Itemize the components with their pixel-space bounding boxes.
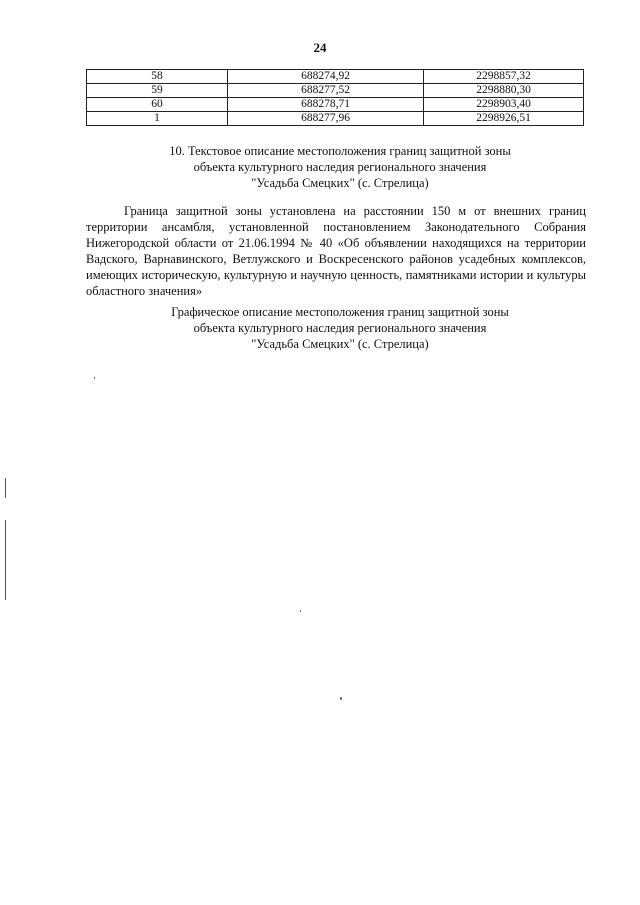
boundary-description-paragraph: Граница защитной зоны установлена на расстоянии 150 м от внешних границ территории ансамбля, установленной постановлением Законодательного Собрания Нижегородской области от 21.06.1994 № 40 «Об объявлении находящихся на территории Вадского, Варнавинского, Ветлужского и Воскресенского районов усадебных комплексов, имеющих историческую, культурную и научную ценность, памятниками истории и культуры областного значения» <box>86 204 586 298</box>
point-number-cell: 60 <box>87 98 228 112</box>
x-coordinate-cell: 688274,92 <box>228 70 424 84</box>
y-coordinate-cell: 2298903,40 <box>424 98 584 112</box>
scan-speck <box>94 377 95 379</box>
scan-speck <box>300 610 301 612</box>
heading-line: объекта культурного наследия регионального значения <box>193 321 487 335</box>
scan-margin-line <box>5 520 6 600</box>
heading-line: "Усадьба Смецких" (с. Стрелица) <box>251 337 429 351</box>
heading-line: Графическое описание местоположения границ защитной зоны <box>171 305 509 319</box>
heading-line: 10. Текстовое описание местоположения границ защитной зоны <box>169 144 511 158</box>
graphic-description-heading <box>100 304 580 352</box>
heading-line: объекта культурного наследия регионального значения <box>193 160 487 174</box>
page-number: 24 <box>313 40 327 55</box>
table-row <box>87 84 584 98</box>
table-row <box>87 70 584 84</box>
coordinates-table <box>86 69 584 126</box>
section-10-heading <box>100 143 580 191</box>
table-row <box>87 98 584 112</box>
scan-margin-line <box>5 478 6 498</box>
table-row <box>87 112 584 126</box>
scan-speck <box>340 697 342 700</box>
point-number-cell: 59 <box>87 84 228 98</box>
y-coordinate-cell: 2298880,30 <box>424 84 584 98</box>
y-coordinate-cell: 2298926,51 <box>424 112 584 126</box>
point-number-cell: 58 <box>87 70 228 84</box>
x-coordinate-cell: 688277,96 <box>228 112 424 126</box>
x-coordinate-cell: 688278,71 <box>228 98 424 112</box>
point-number-cell: 1 <box>87 112 228 126</box>
y-coordinate-cell: 2298857,32 <box>424 70 584 84</box>
x-coordinate-cell: 688277,52 <box>228 84 424 98</box>
heading-line: "Усадьба Смецких" (с. Стрелица) <box>251 176 429 190</box>
